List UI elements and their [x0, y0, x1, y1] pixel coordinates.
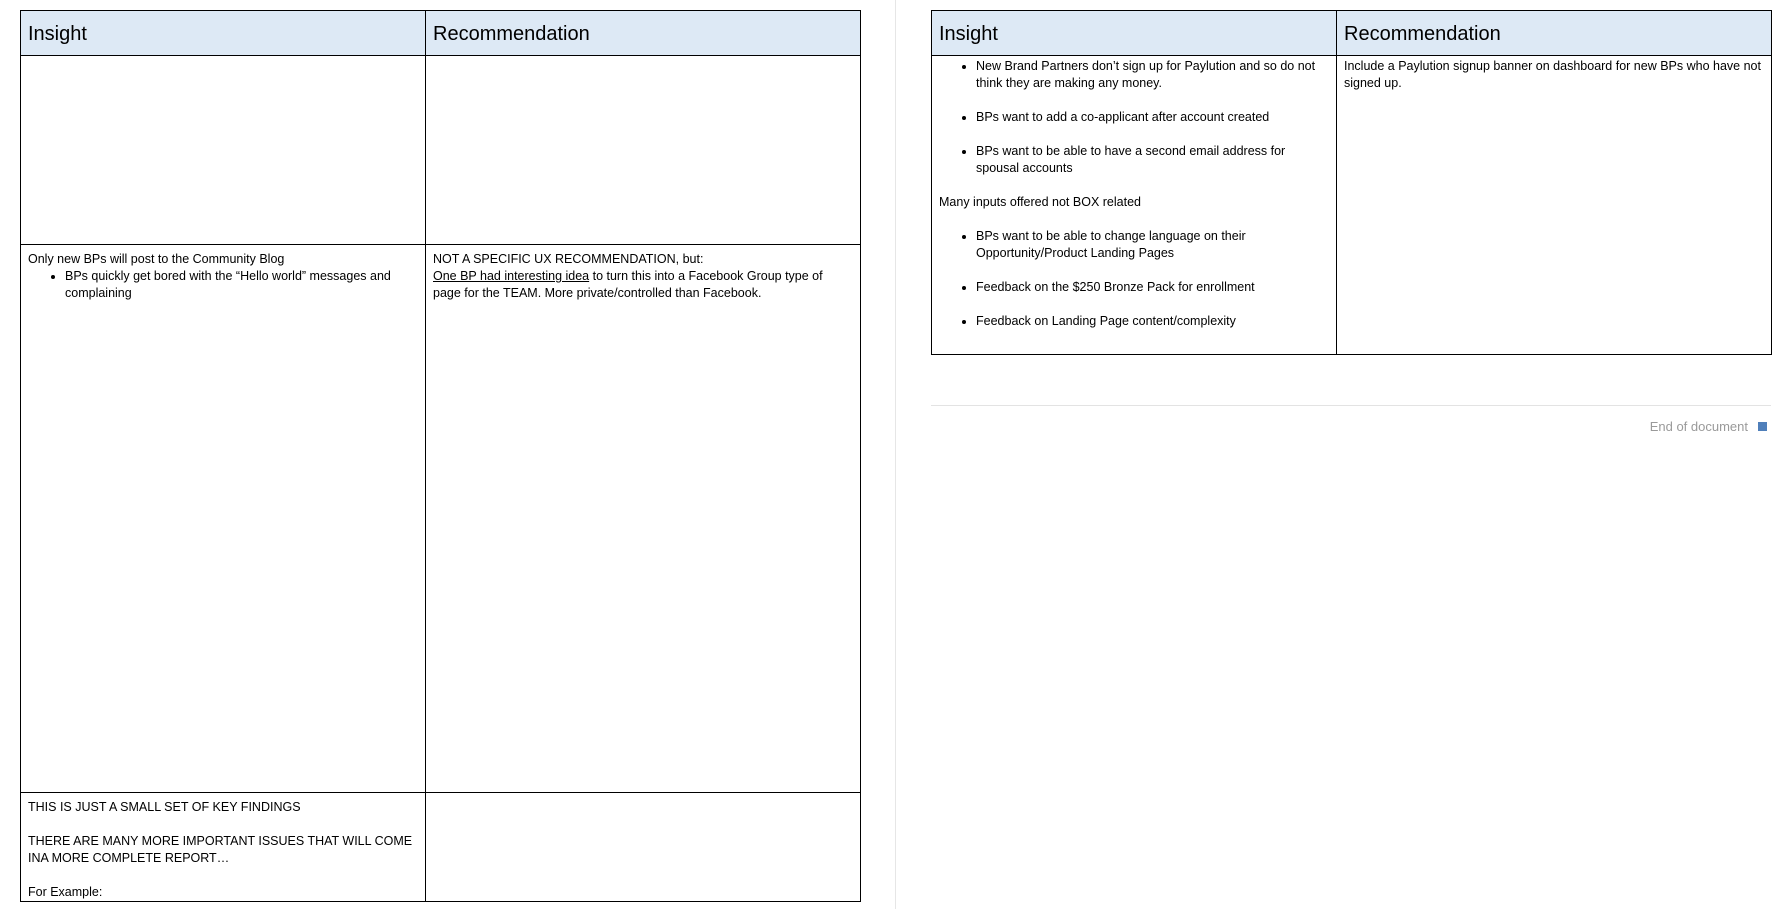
- recommendation-text: Include a Paylution signup banner on dashboard for new BPs who have not signed up.: [1344, 59, 1761, 90]
- table-row: [21, 56, 861, 245]
- table-header-row: [932, 11, 1772, 56]
- recommendation-body: [433, 268, 853, 302]
- table-row: [21, 245, 861, 793]
- insight-header: Insight: [21, 11, 426, 56]
- document-page-right: [900, 0, 1787, 909]
- recommendation-header: Recommendation: [1337, 11, 1772, 56]
- table-row: [932, 56, 1772, 355]
- insight-cell[interactable]: [932, 56, 1337, 355]
- insight-mid-text: Many inputs offered not BOX related: [939, 195, 1141, 209]
- insight-cell-empty[interactable]: [21, 56, 426, 245]
- recommendation-cell-empty[interactable]: [426, 56, 861, 245]
- list-item: • BPs quickly get bored with the “Hello world” messages and complaining: [65, 268, 418, 302]
- list-item: • BPs want to be able to change language on their Opportunity/Product Landing Pages: [976, 228, 1329, 262]
- recommendation-cell[interactable]: [426, 245, 861, 793]
- recommendation-rest-text: to turn this into a Facebook Group type of page for the TEAM. More private/controlled than Facebook.: [433, 269, 823, 300]
- insight-table-left: [20, 10, 861, 902]
- findings-line-2: THERE ARE MANY MORE IMPORTANT ISSUES THAT WILL COME INA MORE COMPLETE REPORT…: [28, 834, 413, 865]
- end-divider: [931, 405, 1771, 406]
- findings-line-1: THIS IS JUST A SMALL SET OF KEY FINDINGS: [28, 800, 301, 814]
- insight-bullet-list-a: [939, 58, 1329, 177]
- list-item: • BPs want to be able to have a second email address for spousal accounts: [976, 143, 1329, 177]
- findings-cell[interactable]: [21, 793, 426, 902]
- end-marker-icon: [1758, 422, 1767, 431]
- recommendation-cell[interactable]: [1337, 56, 1772, 355]
- table-header-row: [21, 11, 861, 56]
- recommendation-intro-text: NOT A SPECIFIC UX RECOMMENDATION, but:: [433, 252, 704, 266]
- list-item: • Feedback on the $250 Bronze Pack for enrollment: [976, 279, 1329, 296]
- insight-bullet-list-b: [939, 228, 1329, 330]
- insight-intro-text: Only new BPs will post to the Community Blog: [28, 252, 285, 266]
- end-of-document: [1650, 419, 1767, 434]
- underlined-phrase: One BP had interesting idea: [433, 269, 590, 283]
- insight-header: Insight: [932, 11, 1337, 56]
- list-item: • BPs want to add a co-applicant after account created: [976, 109, 1329, 126]
- insight-cell[interactable]: [21, 245, 426, 793]
- end-of-document-label: End of document: [1649, 419, 1748, 434]
- table-row: [21, 793, 861, 902]
- page-gutter: [895, 0, 896, 909]
- recommendation-header: Recommendation: [426, 11, 861, 56]
- recommendation-cell-empty[interactable]: [426, 793, 861, 902]
- list-item: • New Brand Partners don’t sign up for Paylution and so do not think they are making any money.: [976, 58, 1329, 92]
- list-item: • Feedback on Landing Page content/complexity: [976, 313, 1329, 330]
- insight-table-right: [931, 10, 1772, 355]
- findings-line-3: For Example:: [28, 885, 103, 899]
- insight-bullet-list: [28, 268, 418, 302]
